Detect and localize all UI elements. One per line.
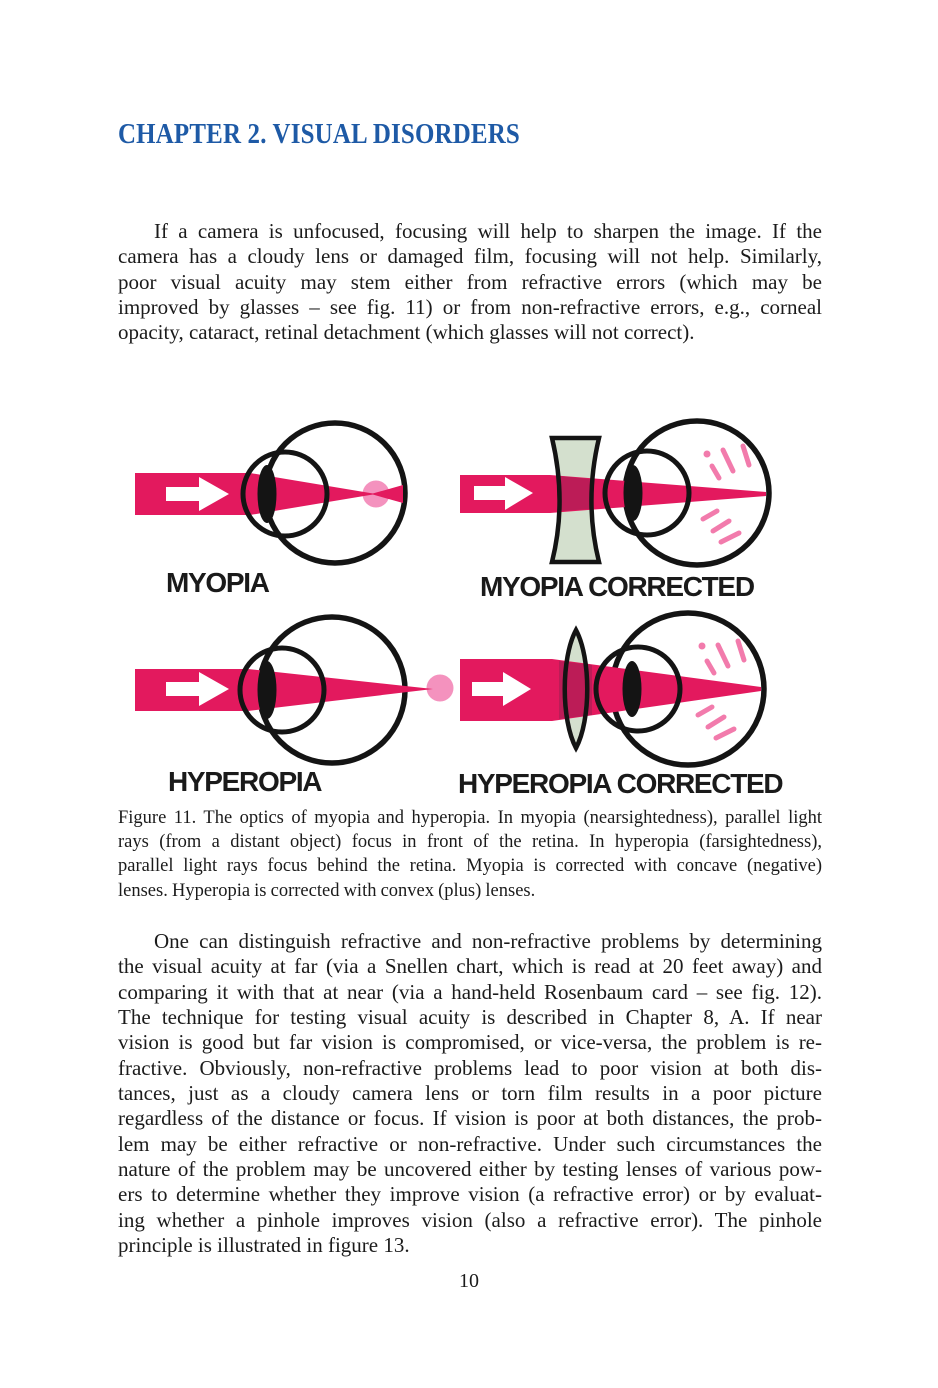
paragraph-1 xyxy=(118,219,822,346)
chapter-heading: CHAPTER 2. VISUAL DISORDERS xyxy=(118,118,520,151)
panel-myopia-corrected xyxy=(460,421,769,602)
crystalline-lens xyxy=(258,465,277,523)
text-line: tances, just as a cloudy camera lens or torn film results in a poor picture xyxy=(118,1081,822,1106)
text-line: improved by glasses – see fig. 11) or from non-refractive errors, e.g., corneal xyxy=(118,295,822,320)
focal-point-dot xyxy=(427,675,454,702)
text-line: fractive. Obviously, non-refractive problems lead to poor vision at both dis- xyxy=(118,1055,822,1080)
optics-diagram-svg xyxy=(100,390,840,810)
text-line: lem may be either refractive or non-refractive. Under such circumstances the xyxy=(118,1131,822,1156)
text-line: camera has a cloudy lens or damaged film, focusing will not help. Similarly, xyxy=(118,244,822,269)
text-line: nature of the problem may be uncovered either by testing lenses of various pow- xyxy=(118,1157,822,1182)
panel-label-myopia: MYOPIA xyxy=(166,567,269,598)
text-line: One can distinguish refractive and non-refractive problems by determining xyxy=(154,929,822,953)
panel-hyperopia-corrected xyxy=(458,613,783,799)
text-line: regardless of the distance or focus. If vision is poor at both distances, the prob- xyxy=(118,1106,822,1131)
figure-11-optics-diagram xyxy=(100,390,840,810)
text-line: poor visual acuity may stem either from refractive errors (which may be xyxy=(118,269,822,294)
caption-line: rays (from a distant object) focus in front of the retina. In hyperopia (farsightedness), xyxy=(118,832,822,853)
beam-through-lens xyxy=(560,476,591,511)
panel-label-myopia-corrected: MYOPIA CORRECTED xyxy=(480,571,754,602)
panel-hyperopia xyxy=(135,617,454,797)
figure-caption xyxy=(118,806,822,903)
text-line: ing whether a pinhole improves vision (also a refractive error). The pinhole xyxy=(118,1207,822,1232)
panel-myopia xyxy=(135,423,405,598)
text-line: the visual acuity at far (via a Snellen chart, which is read at 20 feet away) and xyxy=(118,954,822,979)
page-number: 10 xyxy=(459,1270,479,1292)
paragraph-2 xyxy=(118,929,822,1258)
caption-line: Figure 11. The optics of myopia and hyperopia. In myopia (nearsightedness), parallel light xyxy=(118,808,822,828)
panel-label-hyperopia: HYPEROPIA xyxy=(168,766,322,797)
text-line: If a camera is unfocused, focusing will help to sharpen the image. If the xyxy=(154,219,822,243)
crystalline-lens xyxy=(624,465,643,521)
text-line: The technique for testing visual acuity is described in Chapter 8, A. If near xyxy=(118,1005,822,1030)
text-line: comparing it with that at near (via a hand-held Rosenbaum card – see fig. 12). xyxy=(118,979,822,1004)
caption-line: lenses. Hyperopia is corrected with convex (plus) lenses. xyxy=(118,880,536,901)
crystalline-lens xyxy=(623,661,642,717)
caption-line: parallel light rays focus behind the retina. Myopia is corrected with concave (negative) xyxy=(118,856,822,877)
text-line: ers to determine whether they improve vision (a refractive error) or by evaluat- xyxy=(118,1182,822,1207)
text-line: principle is illustrated in figure 13. xyxy=(118,1233,410,1258)
crystalline-lens xyxy=(258,661,277,719)
sparkle-dot xyxy=(699,643,706,650)
text-line: opacity, cataract, retinal detachment (which glasses will not correct). xyxy=(118,320,695,345)
panel-label-hyperopia-corrected: HYPEROPIA CORRECTED xyxy=(458,768,783,799)
text-line: vision is good but far vision is compromised, or vice-versa, the problem is re- xyxy=(118,1030,822,1055)
sparkle-dot xyxy=(704,451,711,458)
